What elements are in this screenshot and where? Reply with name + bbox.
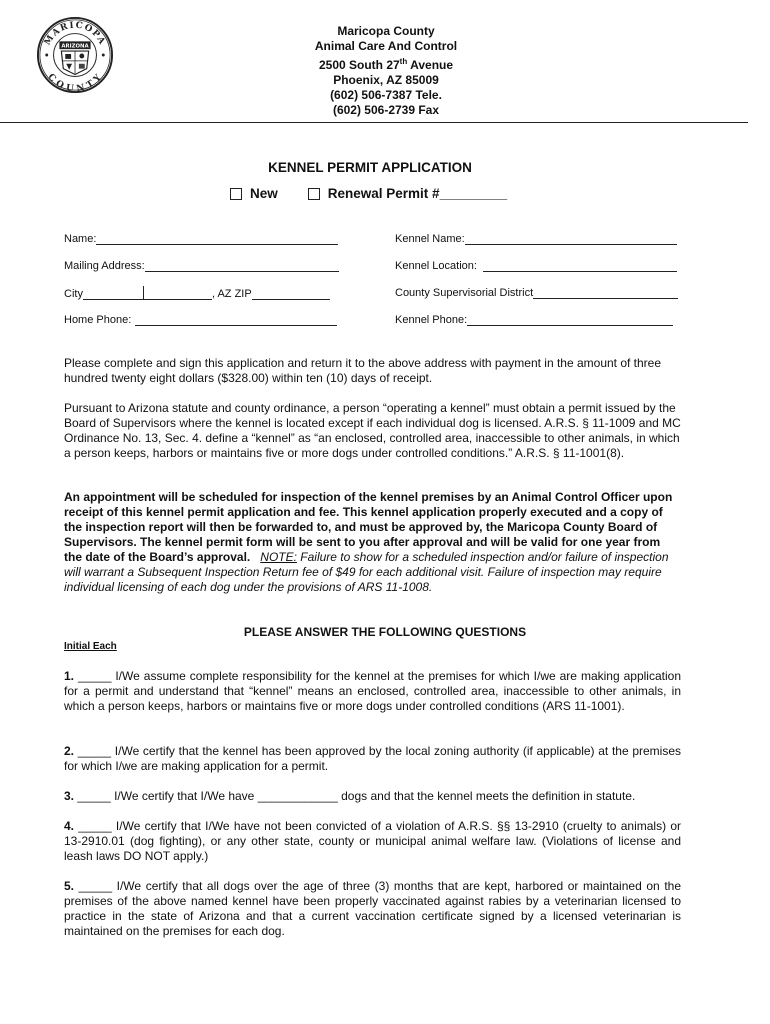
name-field[interactable] [64, 232, 338, 245]
city-line[interactable] [83, 287, 143, 300]
question-number: 2. [64, 744, 75, 758]
agency-city: Phoenix, AZ 85009 [333, 73, 439, 87]
statute-paragraph: Pursuant to Arizona statute and county ordinance, a person “operating a kennel” must obtain a permit issued by the Board of Supervisors where the kennel is located except if each individual dog is licensed. A.R.S. § 11-1009 and MC Ordinance No. 13, Sec. 4. define a “kennel” as “an enclosed, controlled area, inaccessible to other animals, in which a person keeps, harbors or maintains five or more dogs under controlled conditions.” A.R.S. § 11-1001(8). [64, 401, 681, 460]
district-line[interactable] [533, 286, 678, 299]
question-number: 3. [64, 789, 75, 803]
question-text: I/We certify that I/We have not been convicted of a violation of A.R.S. §§ 13-2910 (cruelty to animals) or 13-2910.01 (dog fighting), or any other state, county or municipal animal welfare law. (Violations of license and leash laws DO NOT apply.) [64, 819, 681, 863]
agency-phone: (602) 506-7387 Tele. [330, 88, 442, 102]
initial-blank[interactable]: _____ [78, 819, 112, 833]
district-label: County Supervisorial District [395, 287, 534, 299]
question-text: I/We assume complete responsibility for the kennel at the premises for which I/we are making application for a permit and understand that “kennel” means an enclosed, controlled area, inaccessible to other animals, in which a person keeps, harbors or maintains five or more dogs under controlled conditions (ARS 11-1001). [64, 669, 681, 713]
note-text: Failure to show for a scheduled inspection and/or failure of inspection will warrant a Subsequent Inspection Return fee of $49 for each additional visit. Failure of inspection may require individual licensing of each dog under the provisions of ARS 11-1008. [64, 550, 669, 594]
kennel-phone-field[interactable] [395, 313, 673, 326]
home-phone-line[interactable] [135, 313, 337, 326]
question-2 [64, 744, 681, 774]
option-new[interactable] [230, 186, 278, 201]
dog-count-blank[interactable]: ____________ [257, 789, 338, 803]
maricopa-county-seal [36, 16, 114, 94]
header-divider [0, 122, 748, 123]
initial-blank[interactable]: _____ [77, 744, 112, 758]
inspection-paragraph [64, 490, 681, 595]
initial-each-label: Initial Each [64, 641, 117, 652]
question-4 [64, 819, 681, 864]
initial-blank[interactable]: _____ [78, 669, 112, 683]
option-renewal-label: Renewal Permit #_________ [327, 186, 508, 201]
initial-blank[interactable]: _____ [77, 789, 111, 803]
agency-fax: (602) 506-2739 Fax [332, 103, 440, 117]
payment-instructions: Please complete and sign this application and return it to the above address with payment in the amount of three hundred twenty eight dollars ($328.00) within ten (10) days of receipt. [64, 356, 662, 385]
name-label: Name: [64, 233, 97, 245]
kennel-name-line[interactable] [465, 232, 677, 245]
svg-text:COUNTY: COUNTY [45, 72, 105, 94]
kennel-location-field[interactable] [395, 259, 677, 272]
question-text: I/We certify that all dogs over the age of three (3) months that are kept, harbored or maintained on the premises of the above named kennel have been properly vaccinated against rabies by a veterinarian licensed to practice in the state of Arizona and that a current vaccination certificate signed by a licensed veterinarian is maintained on the premises for each dog. [64, 879, 681, 938]
kennel-phone-label: Kennel Phone: [395, 314, 468, 326]
agency-name: Maricopa County [337, 24, 435, 38]
az-zip-label: , AZ ZIP [211, 288, 252, 300]
kennel-phone-line[interactable] [467, 313, 673, 326]
renewal-checkbox[interactable] [308, 188, 320, 200]
question-number: 4. [64, 819, 75, 833]
question-3 [64, 789, 681, 804]
questions-heading: PLEASE ANSWER THE FOLLOWING QUESTIONS [243, 625, 527, 639]
new-checkbox[interactable] [230, 188, 242, 200]
kennel-name-field[interactable] [395, 232, 677, 245]
kennel-name-label: Kennel Name: [395, 233, 465, 245]
agency-header [250, 24, 522, 118]
question-1 [64, 669, 681, 714]
city-zip-field[interactable] [64, 286, 330, 300]
initial-blank[interactable]: _____ [78, 879, 113, 893]
mailing-address-field[interactable] [64, 259, 339, 272]
form-title: KENNEL PERMIT APPLICATION [268, 160, 472, 175]
kennel-location-line[interactable] [483, 259, 677, 272]
mailing-address-line[interactable] [145, 259, 339, 272]
zip-line[interactable] [252, 287, 330, 300]
inspection-bold-text: An appointment will be scheduled for inspection of the kennel premises by an Animal Control Officer upon receipt of this kennel permit application and fee. This kennel application properly executed and a copy of the inspection report will then be forwarded to, and must be approved by, the Maricopa County Board of Supervisors. The kennel permit form will be sent to you after approval and will be valid for one year from the date of the Board’s approval. [64, 490, 673, 564]
city-line-2[interactable] [144, 287, 212, 300]
question-text: dogs and that the kennel meets the definition in statute. [337, 789, 636, 803]
note-label: NOTE: [260, 550, 297, 564]
option-renewal[interactable] [308, 186, 507, 201]
svg-text:MARICOPA: MARICOPA [42, 20, 108, 48]
permit-type-options [230, 186, 507, 201]
question-text: I/We certify that I/We have [110, 789, 258, 803]
agency-street: 2500 South 27th Avenue [318, 57, 454, 72]
home-phone-field[interactable] [64, 313, 337, 326]
district-field[interactable] [395, 286, 678, 299]
city-label: City [64, 288, 83, 300]
option-new-label: New [250, 186, 278, 201]
question-number: 5. [64, 879, 75, 893]
kennel-location-label: Kennel Location: [395, 260, 477, 272]
svg-text:ARIZONA: ARIZONA [61, 43, 89, 50]
question-number: 1. [64, 669, 75, 683]
mailing-address-label: Mailing Address: [64, 260, 145, 272]
question-text: I/We certify that the kennel has been approved by the local zoning authority (if applicable) at the premises for which I/we are making application for a permit. [64, 744, 681, 773]
name-line[interactable] [96, 232, 338, 245]
home-phone-label: Home Phone: [64, 314, 132, 326]
agency-division: Animal Care And Control [314, 39, 458, 53]
question-5 [64, 879, 681, 939]
